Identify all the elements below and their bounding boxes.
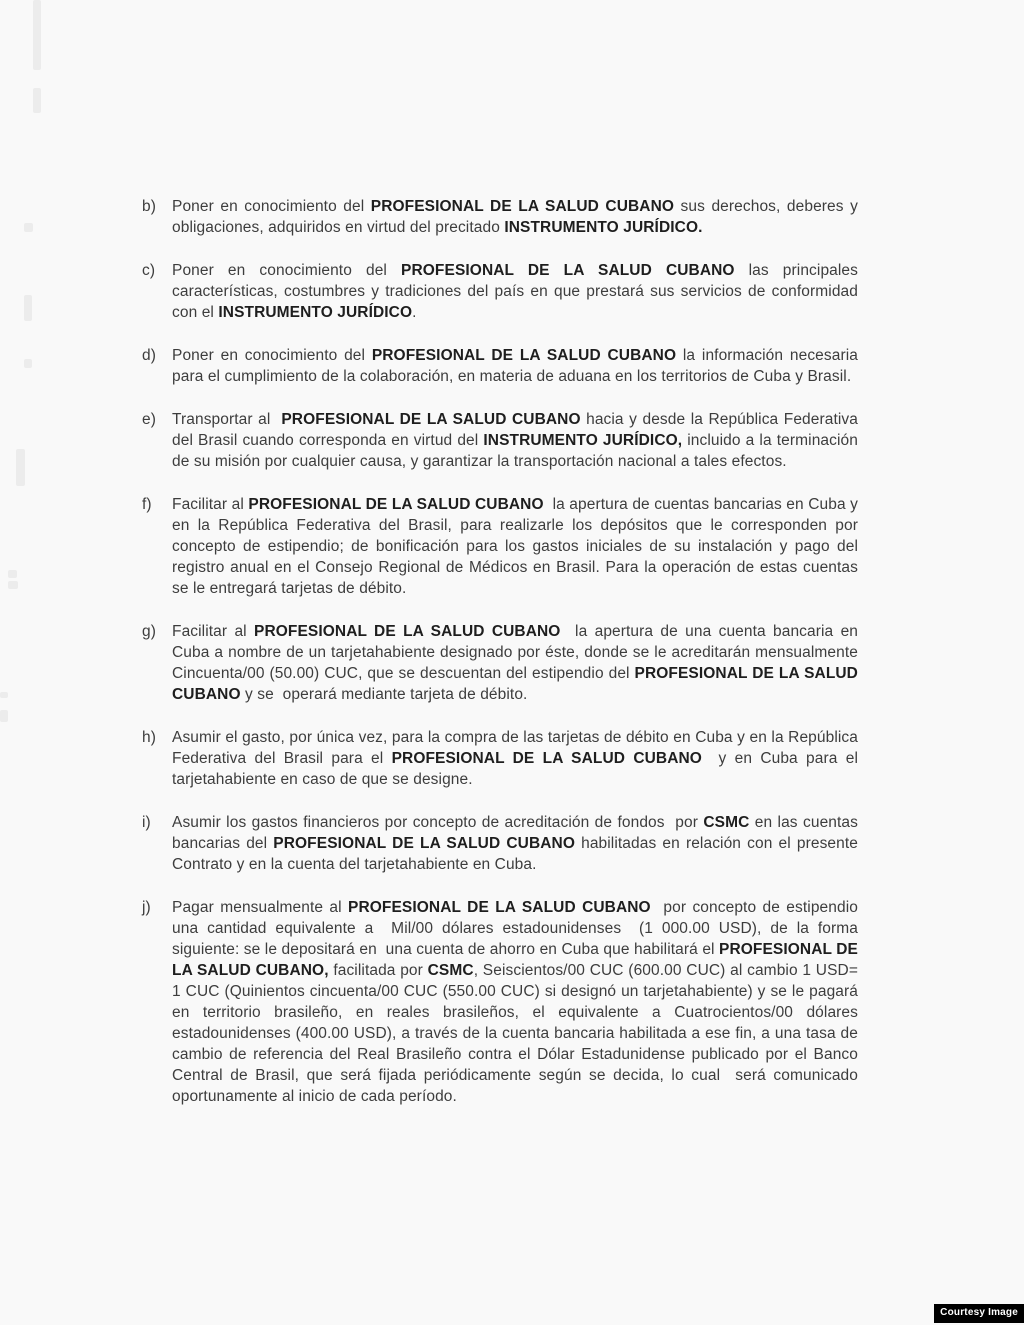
text-run: . xyxy=(412,304,417,321)
item-letter-label: g) xyxy=(142,623,156,640)
list-item-b xyxy=(140,196,858,238)
text-run: Transportar al xyxy=(172,411,282,428)
text-run: incluido a la terminación de su misión por cualquier causa, y garantizar la transportación nacional a tales efectos. xyxy=(172,432,858,470)
item-letter-label: f) xyxy=(142,496,152,513)
bold-text-run: PROFESIONAL DE LA SALUD CUBANO xyxy=(273,835,575,852)
text-run: la información necesaria para el cumplimiento de la colaboración, en materia de aduana en los territorios de Cuba y Brasil. xyxy=(172,347,858,385)
text-run: y se operará mediante tarjeta de débito. xyxy=(240,686,528,703)
text-run: hacia y desde la República Federativa del Brasil cuando corresponda en virtud del xyxy=(172,411,858,449)
bold-text-run: INSTRUMENTO JURÍDICO xyxy=(218,304,413,321)
text-run: facilitada por xyxy=(328,962,428,979)
scan-artifact xyxy=(8,570,17,578)
text-run: Asumir los gastos financieros por concepto de acreditación de fondos por xyxy=(172,814,704,831)
bold-text-run: INSTRUMENTO JURÍDICO. xyxy=(504,219,703,236)
text-run: la apertura de cuentas bancarias en Cuba y en la República Federativa del Brasil, para realizarle los depósitos que le corresponden por concepto de estipendio; de bonificación para los gastos iniciales de su instalación y pago del registro anual en el Consejo Regional de Médicos en Brasil. Para la operación de estas cuentas se le entregará tarjetas de débito. xyxy=(172,496,858,597)
scan-artifact xyxy=(33,0,41,70)
bold-text-run: PROFESIONAL DE LA SALUD CUBANO xyxy=(401,262,735,279)
bold-text-run: PROFESIONAL DE LA SALUD CUBANO xyxy=(281,411,581,428)
scan-artifact xyxy=(24,295,32,321)
bold-text-run: PROFESIONAL DE LA SALUD CUBANO xyxy=(371,347,677,364)
scan-artifact xyxy=(24,359,32,368)
bold-text-run: PROFESIONAL DE LA SALUD CUBANO xyxy=(172,665,858,703)
bold-text-run: PROFESIONAL DE LA SALUD CUBANO xyxy=(254,623,561,640)
text-run: Asumir el gasto, por única vez, para la compra de las tarjetas de débito en Cuba y en la República Federativa del Brasil para el xyxy=(172,729,858,767)
item-letter-label: j) xyxy=(142,899,151,916)
text-run: Facilitar al xyxy=(172,623,254,640)
item-letter-label: h) xyxy=(142,729,156,746)
text-run: por concepto de estipendio una cantidad equivalente a Mil/00 dólares estadounidenses (1 000.00 USD), de la forma siguiente: se le depositará en una cuenta de ahorro en Cuba que habilitará el xyxy=(172,899,858,958)
list-item-e xyxy=(140,409,858,472)
bold-text-run: INSTRUMENTO JURÍDICO, xyxy=(483,432,683,449)
text-run: Poner en conocimiento del xyxy=(172,262,402,279)
item-letter-label: c) xyxy=(142,262,156,279)
scan-artifact xyxy=(0,692,8,698)
list-item-j xyxy=(140,897,858,1107)
list-item-f xyxy=(140,494,858,599)
text-run: las principales características, costumbres y tradiciones del país en que prestará sus servicios de conformidad con el xyxy=(172,262,858,321)
scan-artifact xyxy=(33,88,41,113)
text-run: y en Cuba para el tarjetahabiente en caso de que se designe. xyxy=(172,750,858,788)
list-item-h xyxy=(140,727,858,790)
text-run: en las cuentas bancarias del xyxy=(172,814,858,852)
bold-text-run: PROFESIONAL DE LA SALUD CUBANO xyxy=(348,899,651,916)
item-letter-label: e) xyxy=(142,411,156,428)
list-item-i xyxy=(140,812,858,875)
bold-text-run: PROFESIONAL DE LA SALUD CUBANO xyxy=(248,496,544,513)
list-item-g xyxy=(140,621,858,705)
text-run: , Seiscientos/00 CUC (600.00 CUC) al cambio 1 USD= 1 CUC (Quinientos cincuenta/00 CUC (550.00 CUC) si designó un tarjetahabiente) y se le pagará en territorio brasileño, en reales brasileños, el equivalente a Cuatrocientos/00 dólares estadounidenses (400.00 USD), a través de la cuenta bancaria habilitada a ese fin, a una tasa de cambio de referencia del Real Brasileño contra el Dólar Estadunidense publicado por el Banco Central de Brasil, que será fijada periódicamente según se decida, lo cual será comunicado oportunamente al inicio de cada período. xyxy=(172,962,858,1105)
item-letter-label: i) xyxy=(142,814,151,831)
text-run: Pagar mensualmente al xyxy=(172,899,349,916)
contract-clause-list xyxy=(140,196,858,1129)
text-run: Poner en conocimiento del xyxy=(172,347,372,364)
bold-text-run: PROFESIONAL DE LA SALUD CUBANO, xyxy=(172,941,858,979)
text-run: Facilitar al xyxy=(172,496,249,513)
item-letter-label: b) xyxy=(142,198,156,215)
list-item-c xyxy=(140,260,858,323)
text-run: Poner en conocimiento del xyxy=(172,198,371,215)
bold-text-run: CSMC xyxy=(703,814,750,831)
scan-artifact xyxy=(16,449,25,486)
text-run: habilitadas en relación con el presente Contrato y en la cuenta del tarjetahabiente en Cuba. xyxy=(172,835,858,873)
bold-text-run: PROFESIONAL DE LA SALUD CUBANO xyxy=(370,198,675,215)
text-run: la apertura de una cuenta bancaria en Cuba a nombre de un tarjetahabiente designado por éste, donde se le acreditarán mensualmente Cincuenta/00 (50.00) CUC, que se descuentan del estipendio del xyxy=(172,623,859,682)
scan-artifact xyxy=(24,223,33,232)
scan-artifact xyxy=(0,710,8,722)
text-run: sus derechos, deberes y obligaciones, adquiridos en virtud del precitado xyxy=(172,198,858,236)
bold-text-run: PROFESIONAL DE LA SALUD CUBANO xyxy=(391,750,702,767)
item-letter-label: d) xyxy=(142,347,156,364)
courtesy-image-badge: Courtesy Image xyxy=(934,1304,1024,1323)
scan-artifact xyxy=(8,581,18,589)
list-item-d xyxy=(140,345,858,387)
bold-text-run: CSMC xyxy=(427,962,474,979)
